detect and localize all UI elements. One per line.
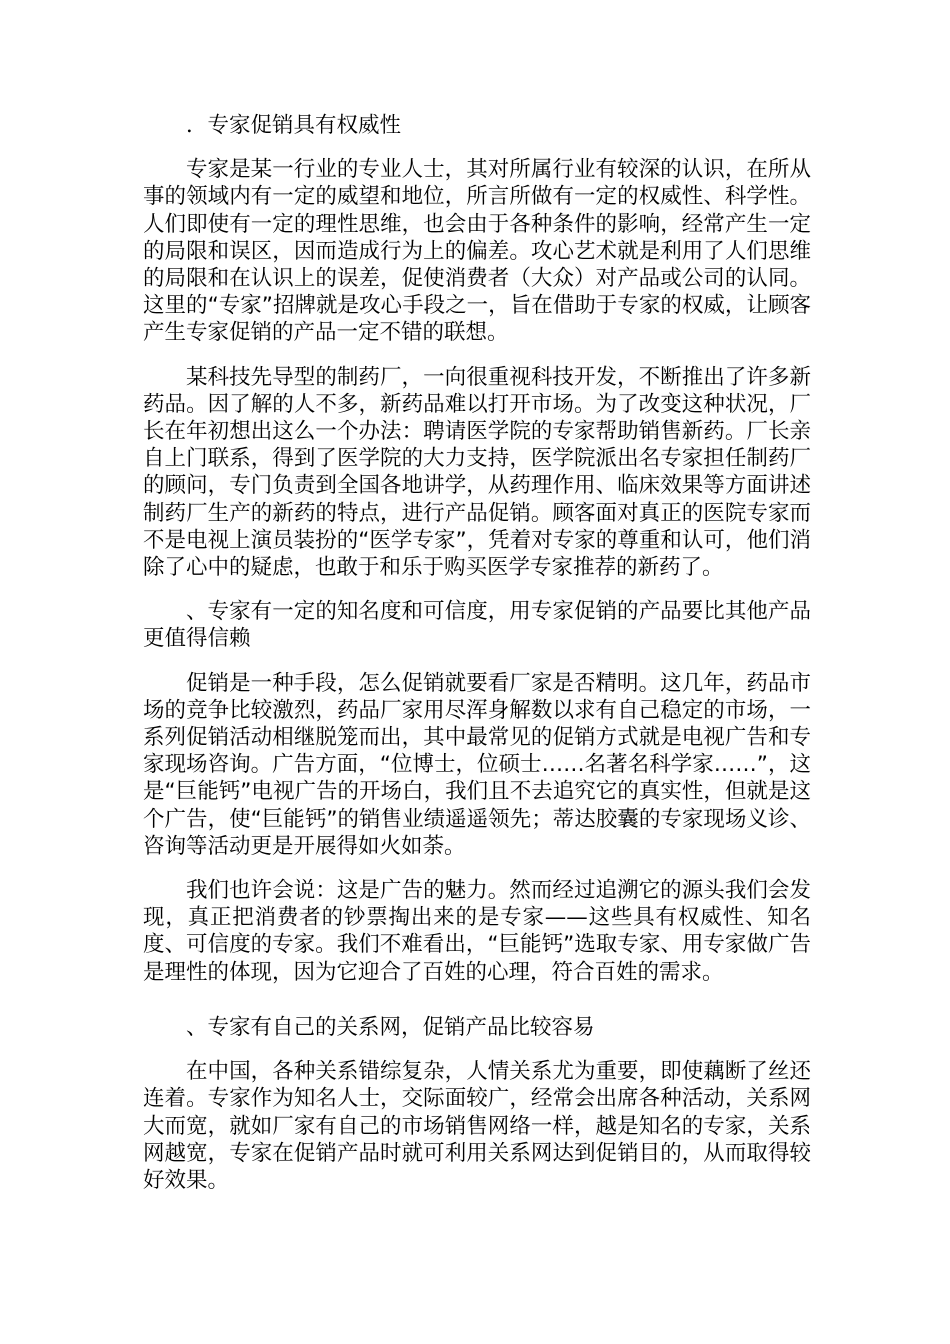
paragraph-pharma-example: 某科技先导型的制药厂，一向很重视科技开发，不断推出了许多新药品。因了解的人不多，新药品难以打开市场。为了改变这种状况，厂长在年初想出这么一个办法：聘请医学院的专家帮助销售新药。厂长亲自上门联系，得到了医学院的大力支持，医学院派出名专家担任制药厂的顾问，专门负责到全国各地讲学，从药理作用、临床效果等方面讲述制药厂生产的新药的特点，进行产品促销。顾客面对真正的医院专家而不是电视上演员装扮的“医学专家”，凭着对专家的尊重和认可，他们消除了心中的疑虑，也敢于和乐于购买医学专家推荐的新药了。 xyxy=(143,364,811,581)
section-heading-network: 、专家有自己的关系网，促销产品比较容易 xyxy=(186,1014,595,1040)
paragraph-advertising-charm: 我们也许会说：这是广告的魅力。然而经过追溯它的源头我们会发现，真正把消费者的钞票掏出来的是专家——这些具有权威性、知名度、可信度的专家。我们不难看出，“巨能钙”选取专家、用专家做广告是理性的体现，因为它迎合了百姓的心理，符合百姓的需求。 xyxy=(143,878,811,985)
paragraph-promotion-methods: 促销是一种手段，怎么促销就要看厂家是否精明。这几年，药品市场的竞争比较激烈，药品厂家用尽浑身解数以求有自己稳定的市场，一系列促销活动相继脱笼而出，其中最常见的促销方式就是电视广告和专家现场咨询。广告方面，“位博士，位硕士……名著名科学家……”，这是“巨能钙”电视广告的开场白，我们且不去追究它的真实性，但就是这个广告，使“巨能钙”的销售业绩遥遥领先；蒂达胶囊的专家现场义诊、咨询等活动更是开展得如火如荼。 xyxy=(143,670,811,859)
section-heading-credibility: 、专家有一定的知名度和可信度，用专家促销的产品要比其他产品更值得信赖 xyxy=(143,599,811,652)
document-body xyxy=(143,112,811,1211)
paragraph-expert-definition: 专家是某一行业的专业人士，其对所属行业有较深的认识，在所从事的领域内有一定的威望和地位，所言所做有一定的权威性、科学性。人们即使有一定的理性思维，也会由于各种条件的影响，经常产生一定的局限和误区，因而造成行为上的偏差。攻心艺术就是利用了人们思维的局限和在认识上的误差，促使消费者（大众）对产品或公司的认同。这里的“专家”招牌就是攻心手段之一，旨在借助于专家的权威，让顾客产生专家促销的产品一定不错的联想。 xyxy=(143,157,811,346)
section-heading-authority: ．专家促销具有权威性 xyxy=(186,113,402,138)
paragraph-relationship-network: 在中国，各种关系错综复杂，人情关系尤为重要，即使藕断了丝还连着。专家作为知名人士，交际面较广，经常会出席各种活动，关系网大而宽，就如厂家有自己的市场销售网络一样，越是知名的专家，关系网越宽，专家在促销产品时就可利用关系网达到促销目的，从而取得较好效果。 xyxy=(143,1059,811,1193)
